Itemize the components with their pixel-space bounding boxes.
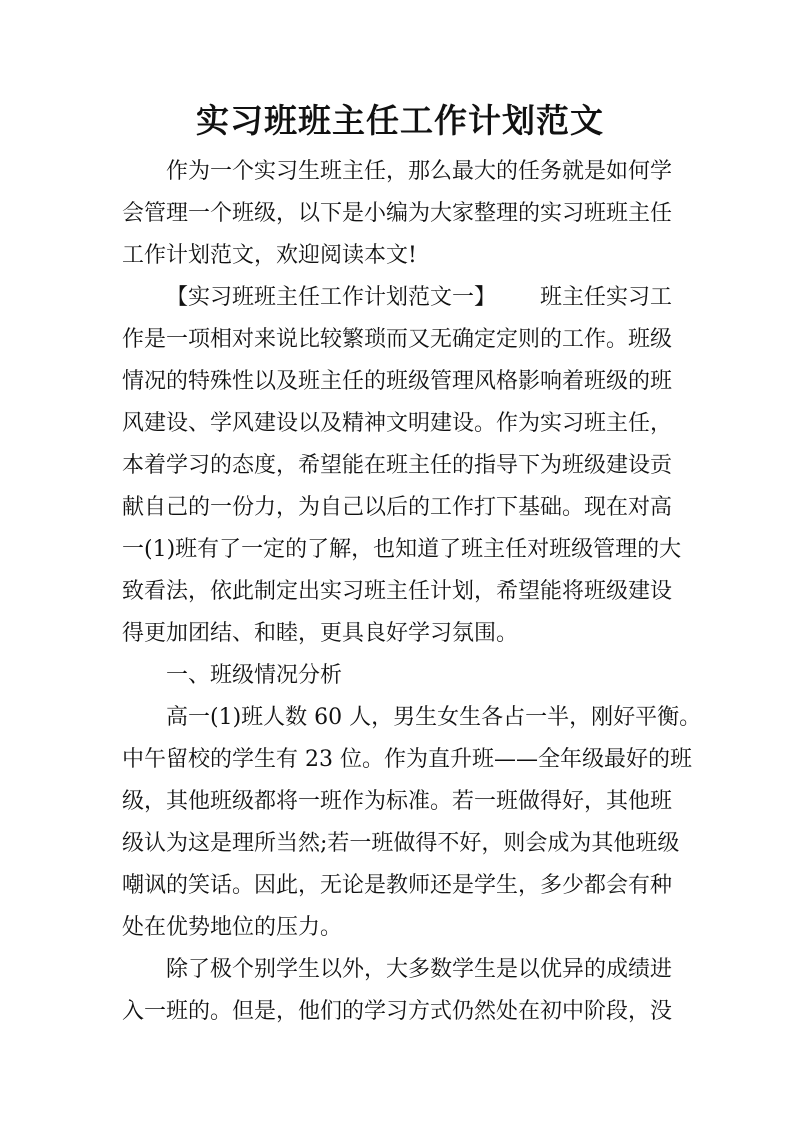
subheading: 一、班级情况分析 <box>166 663 343 688</box>
text-line: 献自己的一份力，为自己以后的工作打下基础。现在对高 <box>122 495 673 520</box>
text-line: 致看法，依此制定出实习班主任计划，希望能将班级建设 <box>122 579 673 604</box>
text-line: 情况的特殊性以及班主任的班级管理风格影响着班级的班 <box>122 369 673 394</box>
text-line: 中午留校的学生有 23 位。作为直升班——全年级最好的班 <box>122 747 692 772</box>
document-title: 实习班班主任工作计划范文 <box>196 101 604 140</box>
section-heading-line <box>122 277 672 319</box>
text-line: 作为一个实习生班主任，那么最大的任务就是如何学 <box>166 159 673 184</box>
text-line: 风建设、学风建设以及精神文明建设。作为实习班主任， <box>122 411 673 436</box>
text-line: 作是一项相对来说比较繁琐而又无确定定则的工作。班级 <box>122 327 673 352</box>
text-line: 入一班的。但是，他们的学习方式仍然处在初中阶段，没 <box>122 999 673 1024</box>
document-body <box>122 151 702 1033</box>
section-heading: 【实习班班主任工作计划范文一】 <box>166 285 497 310</box>
text-line: 除了极个别学生以外，大多数学生是以优异的成绩进 <box>166 957 673 982</box>
text-line: 处在优势地位的压力。 <box>122 915 343 940</box>
text-line: 得更加团结、和睦，更具良好学习氛围。 <box>122 621 519 646</box>
text-line: 工作计划范文，欢迎阅读本文! <box>122 243 417 268</box>
text-line-tail: 班主任实习工 <box>540 285 673 310</box>
text-line: 嘲讽的笑话。因此，无论是教师还是学生，多少都会有种 <box>122 873 673 898</box>
text-line: 级，其他班级都将一班作为标准。若一班做得好，其他班 <box>122 789 673 814</box>
text-line: 级认为这是理所当然;若一班做得不好，则会成为其他班级 <box>122 831 680 856</box>
text-line: 本着学习的态度，希望能在班主任的指导下为班级建设贡 <box>122 453 673 478</box>
text-line: 一(1)班有了一定的了解，也知道了班主任对班级管理的大 <box>122 537 682 562</box>
text-line: 高一(1)班人数 60 人，男生女生各占一半，刚好平衡。 <box>166 705 702 730</box>
text-line: 会管理一个班级，以下是小编为大家整理的实习班班主任 <box>122 201 673 226</box>
